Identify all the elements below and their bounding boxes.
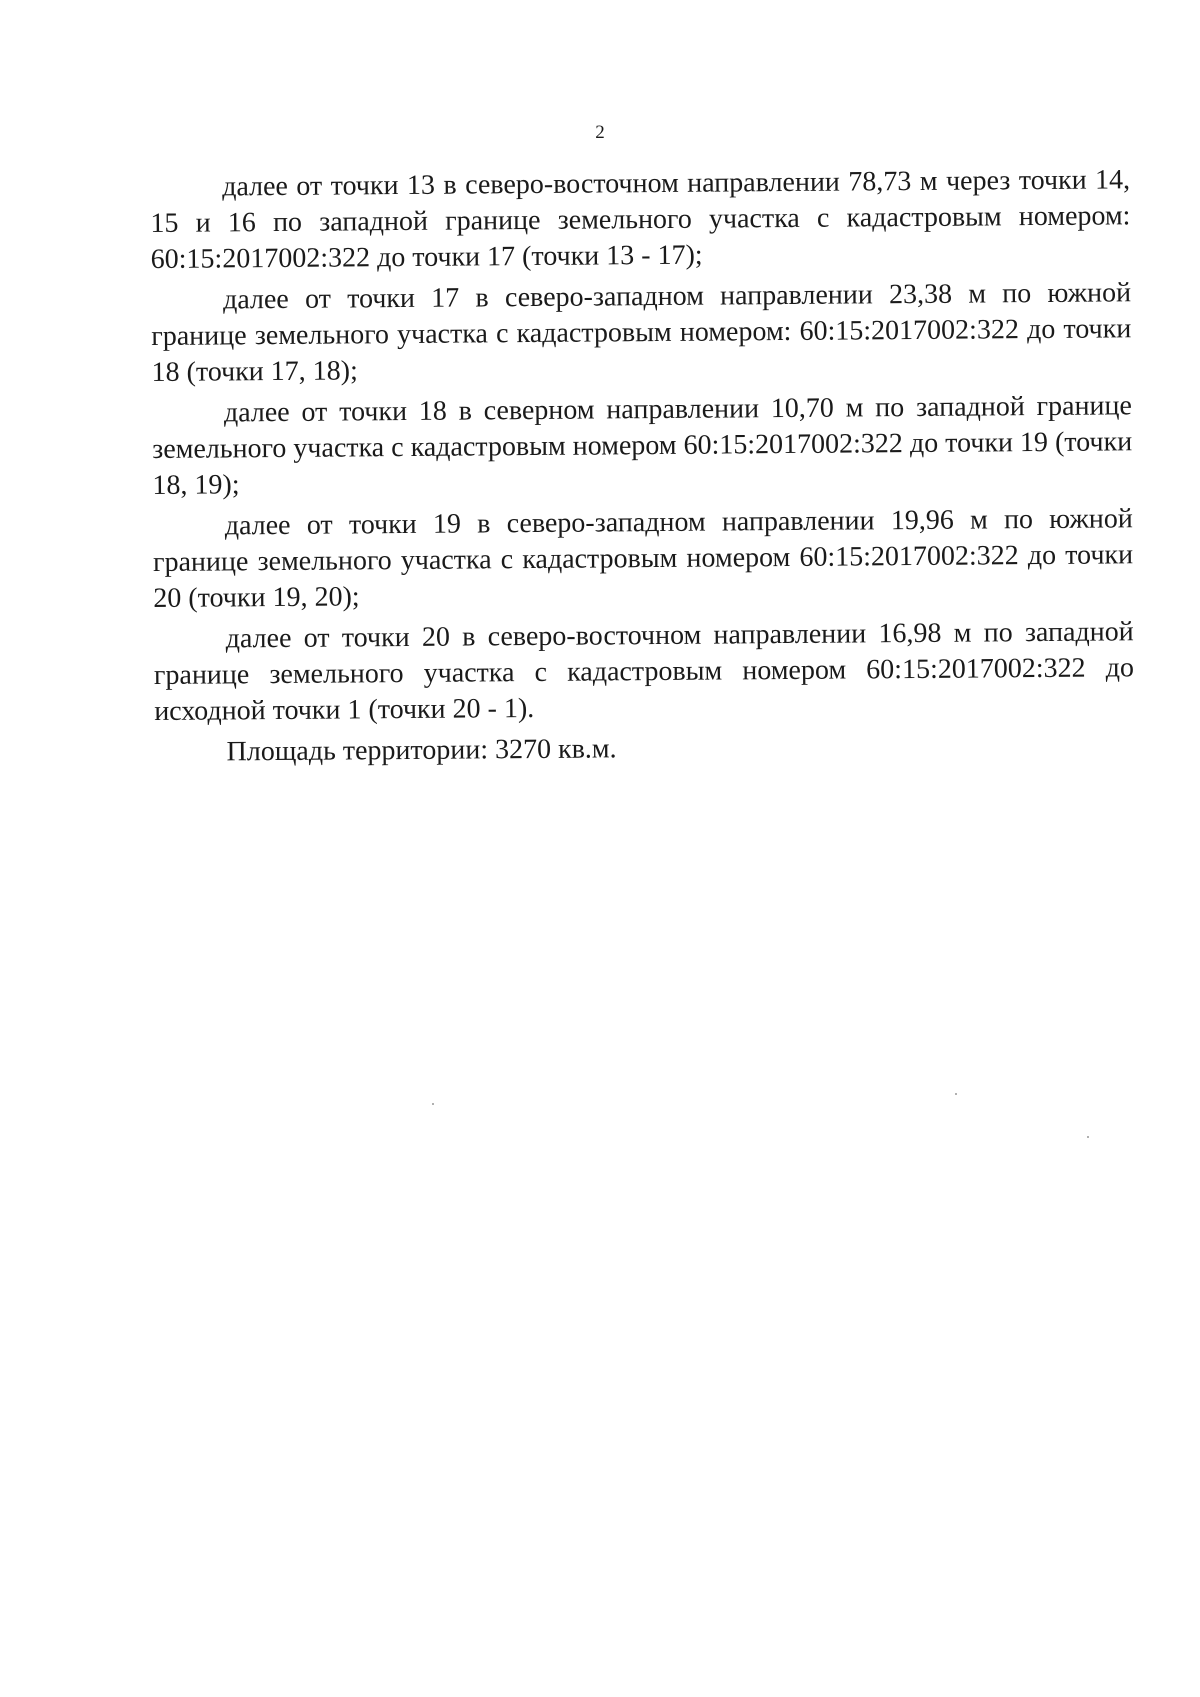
boundary-paragraph-2: далее от точки 17 в северо-западном направлении 23,38 м по южной границе земельного участка с кадастровым номером: 60:15:2017002:322 до точки 18 (точки 17, 18); <box>151 277 1132 388</box>
scan-speck <box>955 1093 957 1095</box>
boundary-paragraph-3: далее от точки 18 в северном направлении 10,70 м по западной границе земельного участка с кадастровым номером 60:15:2017002:322 до точки 19 (точки 18, 19); <box>152 390 1133 501</box>
scan-speck <box>432 1103 434 1105</box>
territory-area: Площадь территории: 3270 кв.м. <box>226 733 617 768</box>
boundary-paragraph-1: далее от точки 13 в северо-восточном направлении 78,73 м через точки 14, 15 и 16 по западной границе земельного участка с кадастровым номером: 60:15:2017002:322 до точки 17 (точки 13 - 17); <box>150 164 1131 275</box>
page-number: 2 <box>595 122 605 143</box>
boundary-paragraph-5: далее от точки 20 в северо-восточном направлении 16,98 м по западной границе земельного участка с кадастровым номером 60:15:2017002:322 до исходной точки 1 (точки 20 - 1). <box>153 616 1135 727</box>
scan-speck <box>1087 1136 1089 1138</box>
document-body <box>150 162 1135 771</box>
boundary-paragraph-4: далее от точки 19 в северо-западном направлении 19,96 м по южной границе земельного участка с кадастровым номером 60:15:2017002:322 до точки 20 (точки 19, 20); <box>152 503 1134 614</box>
